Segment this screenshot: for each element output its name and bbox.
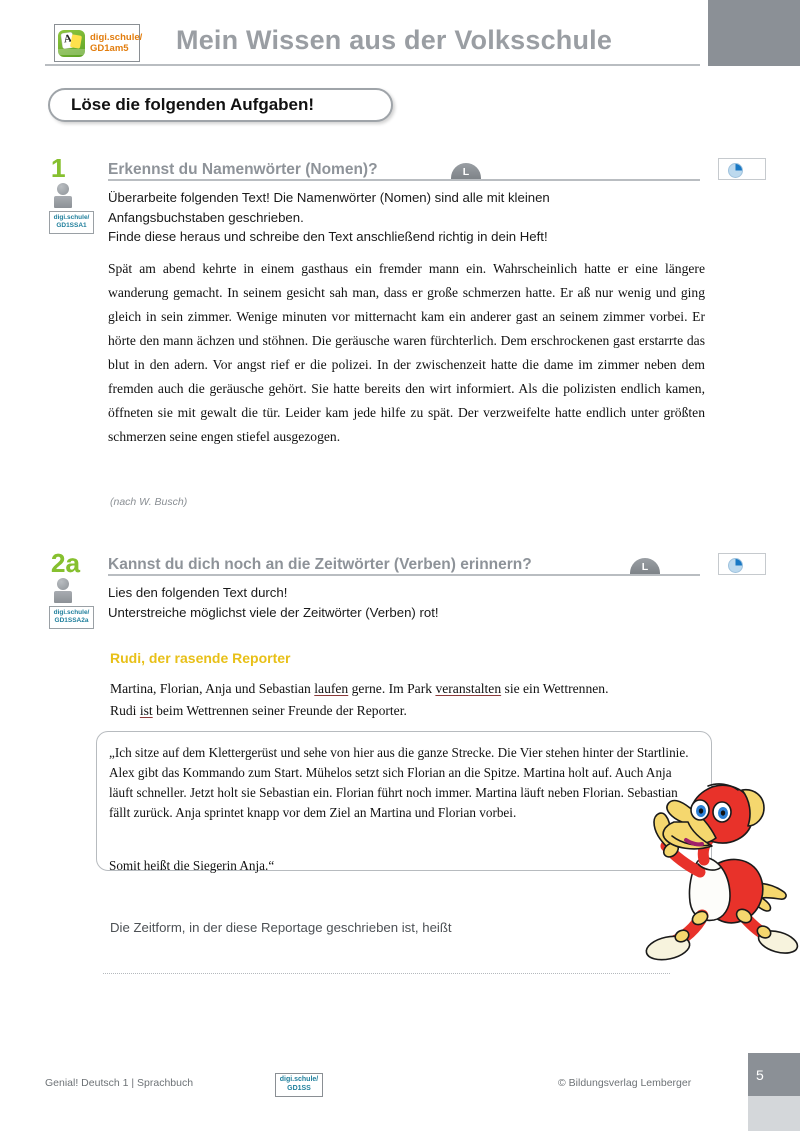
- exercise-1-code-sticker[interactable]: [49, 211, 94, 234]
- exercise-1-code-line1: digi.schule/: [53, 214, 90, 221]
- exercise-1-level-badge: L: [451, 163, 481, 179]
- intro-seg-c: sie ein Wettrennen.: [501, 681, 609, 696]
- page-corner-block: [748, 1096, 800, 1131]
- verb-veranstalten: veranstalten: [435, 681, 502, 696]
- page-header: [0, 0, 800, 72]
- exercise-1-progress-box[interactable]: [718, 158, 766, 180]
- task-banner: [48, 88, 393, 122]
- exercise-2a-level-badge: L: [630, 558, 660, 574]
- exercise-2a-instruction-line2: Unterstreiche möglichst viele der Zeitwörter (Verben) rot!: [108, 604, 439, 620]
- footer-code-sticker[interactable]: [275, 1073, 323, 1097]
- verb-ist: ist: [139, 703, 153, 718]
- logo-code-line2: GD1am5: [90, 43, 129, 54]
- exercise-2a-title-rule: [108, 574, 700, 576]
- verb-laufen: laufen: [314, 681, 349, 696]
- page-title: Mein Wissen aus der Volksschule: [176, 25, 613, 55]
- pie-chart-icon: [728, 163, 743, 178]
- exercise-2a-progress-box[interactable]: [718, 553, 766, 575]
- task-banner-label: Löse die folgenden Aufgaben!: [71, 95, 315, 114]
- exercise-2a-code-sticker[interactable]: [49, 606, 94, 629]
- running-bird-mascot: [638, 760, 800, 965]
- quote-closing: Somit heißt die Siegerin Anja.“: [109, 858, 275, 873]
- answer-input-line[interactable]: [103, 973, 670, 974]
- exercise-1-instruction-line1: Überarbeite folgenden Text! Die Namenwörter (Nomen) sind alle mit kleinen: [108, 190, 550, 205]
- logo-code-line1: digi.schule/: [90, 31, 143, 43]
- exercise-2a-number: 2a: [49, 550, 97, 576]
- exercise-2a-badge: [49, 550, 97, 629]
- exercise-1-credit: (nach W. Busch): [110, 496, 188, 508]
- exercise-2a-instruction-line1: Lies den folgenden Text durch!: [108, 585, 288, 600]
- exercise-2a-intro: [110, 678, 710, 722]
- header-gray-block: [708, 0, 800, 66]
- intro2-seg-b: beim Wettrennen seiner Freunde der Reporter.: [152, 703, 407, 718]
- intro-seg-b: gerne. Im Park: [348, 681, 436, 696]
- logo-code-text: [90, 32, 142, 55]
- footer-code-line2: GD1SS: [287, 1084, 311, 1092]
- exercise-2a-code-line1: digi.schule/: [53, 609, 90, 616]
- exercise-1-instruction-line2: Anfangsbuchstaben geschrieben.: [108, 209, 304, 225]
- intro-seg-a: Martina, Florian, Anja und Sebastian: [110, 681, 315, 696]
- footer-book-title: Genial! Deutsch 1 | Sprachbuch: [45, 1077, 194, 1089]
- exercise-2a-code-line2: GD1SSA2a: [54, 617, 89, 624]
- quote-paragraph: „Ich sitze auf dem Klettergerüst und sehe von hier aus die ganze Strecke. Die Vier stehen hinter der Startlinie. Alex gibt das Kommando zum Start. Mühelos setzt sich Florian an die Spitze. Martina holt auf. Auch Anja läuft schneller. Jetzt holt sie Sebastian ein. Florian führt noch immer. Martina läuft neben Florian. Sebastian fällt zurück. Anja sprintet knapp vor dem Ziel an Martina und Florian vorbei.: [109, 745, 689, 820]
- intro-line-2: [110, 700, 710, 722]
- header-divider: [45, 64, 700, 66]
- exercise-2a-instructions: [108, 583, 708, 622]
- story-sub-heading: Rudi, der rasende Reporter: [110, 650, 291, 666]
- exercise-1-title: Erkennst du Namenwörter (Nomen)?: [108, 161, 378, 178]
- exercise-1-number: 1: [49, 155, 97, 181]
- exercise-1-story-text: Spät am abend kehrte in einem gasthaus ein fremder mann ein. Wahrscheinlich hatte er eine längere wanderung gemacht. In seinem gesicht sah man, dass er große schmerzen hatte. Er aß nur wenig und ging gleich in sein zimmer. Wenige minuten vor mitternacht kam ein anderer gast an seinem zimmer vorbei. Er hörte den mann ächzen und stöhnen. Die geräusche waren fürchterlich. Dem erschrockenen gast erstarrte das blut in den adern. Vor angst rief er die polizei. In der zwischenzeit hatte die dame im zimmer neben dem fremden auch die geräusche gehört. Sie hatte bereits den wirt informiert. Als die polizisten endlich kamen, öffneten sie mit gewalt die tür. Leider kam jede hilfe zu spät. Der verzweifelte hatte endlich unter größten schmerzen seine engen stiefel ausgezogen.: [108, 261, 705, 444]
- person-icon: [49, 576, 97, 606]
- page-number: 5: [756, 1067, 764, 1083]
- exercise-1-badge: [49, 155, 97, 234]
- intro-line-1: [110, 678, 710, 700]
- book-card-icon: [58, 30, 85, 57]
- exercise-1-header: [108, 161, 708, 187]
- footer-code-line1: digi.schule/: [279, 1076, 319, 1083]
- exercise-2a-title: Kannst du dich noch an die Zeitwörter (Verben) erinnern?: [108, 556, 532, 573]
- person-icon: [49, 181, 97, 211]
- exercise-2a-header: [108, 556, 708, 582]
- page-number-block: [748, 1053, 800, 1096]
- intro2-seg-a: Rudi: [110, 703, 140, 718]
- footer-copyright: © Bildungsverlag Lemberger: [558, 1077, 692, 1089]
- pie-chart-icon: [728, 558, 743, 573]
- exercise-1-title-rule: [108, 179, 700, 181]
- exercise-1-instruction-line3: Finde diese heraus und schreibe den Text anschließend richtig in dein Heft!: [108, 229, 548, 244]
- exercise-1-code-line2: GD1SSA1: [56, 222, 87, 229]
- zeitform-prompt: Die Zeitform, in der diese Reportage geschrieben ist, heißt: [110, 920, 452, 935]
- digi-schule-logo[interactable]: [54, 24, 143, 62]
- exercise-1-instructions: [108, 188, 708, 247]
